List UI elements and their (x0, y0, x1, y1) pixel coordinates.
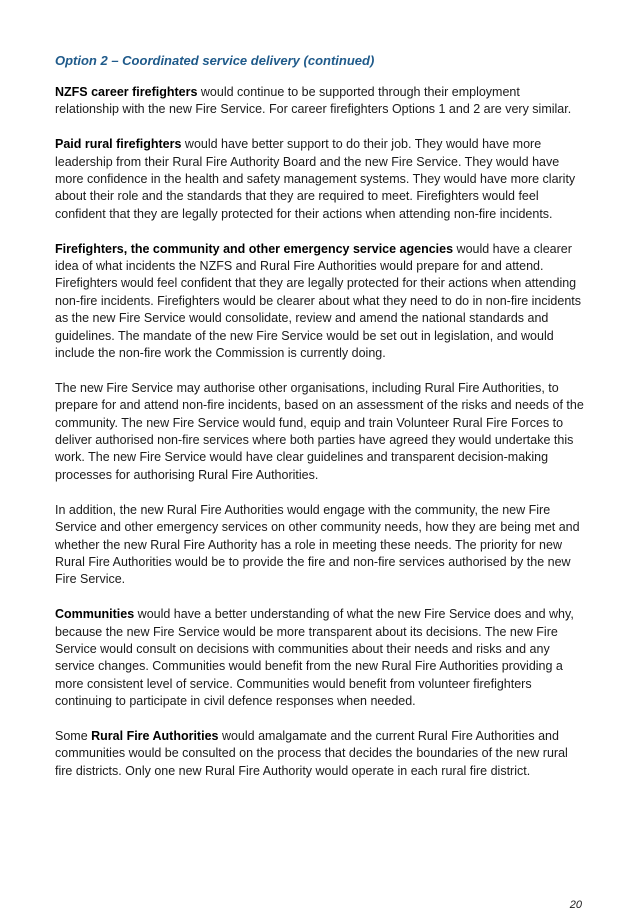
paragraph-authorise-organisations (55, 380, 585, 484)
paragraph-bold-lead: Firefighters, the community and other emergency service agencies (55, 241, 454, 256)
document-page (55, 52, 585, 798)
paragraph-rural-fire-authorities (55, 728, 585, 780)
paragraph-bold-lead: Communities (55, 607, 135, 622)
paragraph-text: The new Fire Service may authorise other organisations, including Rural Fire Authorities, to prepare for and attend non-fire incidents, based on an assessment of the risks and needs of the community. The new Fire Service would fund, equip and train Volunteer Rural Fire Forces to deliver authorised non-fire services where both parties have agreed they would undertake this work. The new Fire Service would have clear guidelines and transparent decision-making processes for authorising Rural Fire Authorities. (55, 380, 584, 482)
paragraph-bold-lead: Rural Fire Authorities (91, 728, 219, 743)
paragraph-firefighters-community-agencies (55, 241, 585, 363)
paragraph-rural-authorities-engagement (55, 502, 585, 589)
paragraph-text: would continue to be supported through their employment relationship with the new Fire Service. For career firefighters Options 1 and 2 are very similar. (55, 85, 572, 117)
section-heading: Option 2 – Coordinated service delivery (continued) (55, 53, 375, 68)
page-number: 20 (569, 899, 582, 911)
paragraph-text: would have better support to do their job. They would have more leadership from their Rural Fire Authority Board and the new Fire Service. They would have more confidence in the health and safety management systems. They would have more clarity about their role and the standards that they are required to meet. Firefighters would feel confident that they are legally protected for their actions when attending non-fire incidents. (55, 137, 576, 221)
paragraph-communities (55, 606, 585, 710)
paragraph-text: In addition, the new Rural Fire Authorities would engage with the community, the new Fire Service and other emergency services on other community needs, how they are being met and whether the new Rural Fire Authority has a role in meeting these needs. The priority for new Rural Fire Authorities would be to provide the fire and non-fire services authorised by the new Fire Service. (55, 502, 580, 587)
paragraph-text: would amalgamate and the current Rural Fire Authorities and communities would be consulted on the process that decides the boundaries of the new rural fire districts. Only one new Rural Fire Authority would operate in each rural fire district. (55, 728, 568, 778)
paragraph-bold-lead: Paid rural firefighters (55, 137, 182, 152)
paragraph-text: would have a better understanding of what the new Fire Service does and why, because the new Fire Service would be more transparent about its decisions. The new Fire Service would consult on decisions with communities about their needs and risks and any service changes. Communities would benefit from the new Rural Fire Authorities providing a more consistent level of service. Communities would benefit from volunteer firefighters continuing to participate in civil defence responses when needed. (55, 607, 574, 709)
paragraph-career-firefighters (55, 84, 585, 119)
paragraph-text: would have a clearer idea of what incidents the NZFS and Rural Fire Authorities would prepare for and attend. Firefighters would feel confident that they are legally protected for their actions when attending non-fire incidents. Firefighters would be clearer about what they need to do in non-fire incidents as the new Fire Service would consolidate, review and amend the national standards and guidelines. The mandate of the new Fire Service would be set out in legislation, and would include the non-fire work the Commission is currently doing. (55, 241, 581, 361)
paragraph-paid-rural-firefighters (55, 136, 585, 223)
paragraph-prefix: Some (55, 728, 92, 743)
paragraph-bold-lead: NZFS career firefighters (55, 85, 198, 99)
